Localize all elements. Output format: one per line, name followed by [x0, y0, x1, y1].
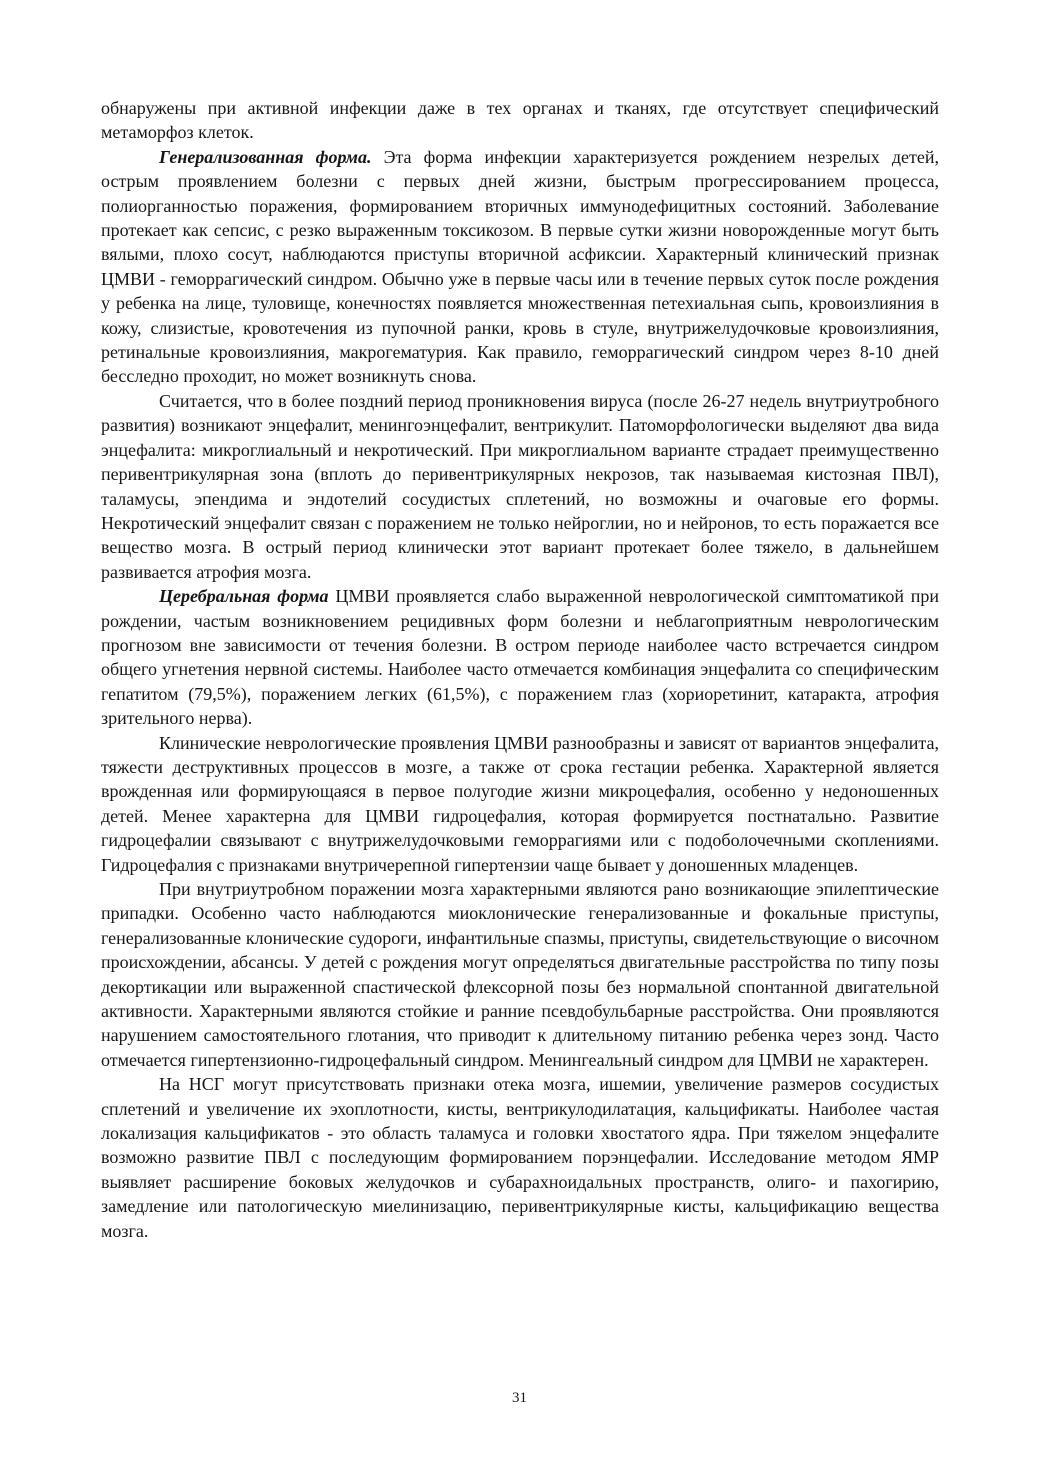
- paragraph-text: ЦМВИ проявляется слабо выраженной неврологической симптоматикой при рождении, частым возникновением рецидивных форм болезни и неблагоприятным неврологическим прогнозом вне зависимости от течения болезни. В остром периоде наиболее часто встречается синдром общего угнетения нервной системы. Наиболее часто отмечается комбинация энцефалита со специфическим гепатитом (79,5%), поражением легких (61,5%), с поражением глаз (хориоретинит, катаракта, атрофия зрительного нерва).: [101, 586, 939, 729]
- paragraph-text: При внутриутробном поражении мозга характерными являются рано возникающие эпилептические припадки. Особенно часто наблюдаются миоклонические генерализованные и фокальные приступы, генерализованные клонические судороги, инфантильные спазмы, приступы, свидетельствующие о височном происхождении, абсансы. У детей с рождения могут определяться двигательные расстройства по типу позы декортикации или выраженной спастической флексорной позы без нормальной спонтанной двигательной активности. Характерными являются стойкие и ранние псевдобульбарные расстройства. Они проявляются нарушением самостоятельного глотания, что приводит к длительному питанию ребенка через зонд. Часто отмечается гипертензионно-гидроцефальный синдром. Менингеальный синдром для ЦМВИ не характерен.: [101, 879, 939, 1070]
- paragraph-cerebral-form: [101, 584, 939, 730]
- document-body: [101, 96, 939, 1243]
- paragraph-continuation: [101, 96, 939, 145]
- paragraph-text: обнаружены при активной инфекции даже в тех органах и тканях, где отсутствует специфический метаморфоз клеток.: [101, 98, 939, 143]
- paragraph-clinical-manifestations: [101, 731, 939, 877]
- paragraph-text: На НСГ могут присутствовать признаки отека мозга, ишемии, увеличение размеров сосудистых сплетений и увеличение их эхоплотности, кисты, вентрикулодилатация, кальцификаты. Наиболее частая локализация кальцификатов - это область таламуса и головки хвостатого ядра. При тяжелом энцефалите возможно развитие ПВЛ с последующим формированием порэнцефалии. Исследование методом ЯМР выявляет расширение боковых желудочков и субарахноидальных пространств, олиго- и пахогирию, замедление или патологическую миелинизацию, перивентрикулярные кисты, кальцификацию вещества мозга.: [101, 1074, 939, 1241]
- paragraph-text: Считается, что в более поздний период проникновения вируса (после 26-27 недель внутриутробного развития) возникают энцефалит, менингоэнцефалит, вентрикулит. Патоморфологически выделяют два вида энцефалита: микроглиальный и некротический. При микроглиальном варианте страдает преимущественно перивентрикулярная зона (вплоть до перивентрикулярных некрозов, так называемая кистозная ПВЛ), таламусы, эпендима и эндотелий сосудистых сплетений, но возможны и очаговые его формы. Некротический энцефалит связан с поражением не только нейроглии, но и нейронов, то есть поражается все вещество мозга. В острый период клинически этот вариант протекает более тяжело, в дальнейшем развивается атрофия мозга.: [101, 390, 939, 582]
- term-heading: Генерализованная форма.: [159, 146, 372, 167]
- paragraph-generalized-form: [101, 145, 939, 389]
- paragraph-late-infection: [101, 389, 939, 584]
- paragraph-seizures: [101, 877, 939, 1072]
- page-number: 31: [512, 1390, 527, 1406]
- paragraph-text: Эта форма инфекции характеризуется рождением незрелых детей, острым проявлением болезни с первых дней жизни, быстрым прогрессированием процесса, полиорганностью поражения, формированием вторичных иммунодефицитных состояний. Заболевание протекает как сепсис, с резко выраженным токсикозом. В первые сутки жизни новорожденные могут быть вялыми, плохо сосут, наблюдаются приступы вторичной асфиксии. Характерный клинический признак ЦМВИ - геморрагический синдром. Обычно уже в первые часы или в течение первых суток после рождения у ребенка на лице, туловище, конечностях появляется множественная петехиальная сыпь, кровоизлияния в кожу, слизистые, кровотечения из пупочной ранки, кровь в стуле, внутрижелудочковые кровоизлияния, ретинальные кровоизлияния, макрогематурия. Как правило, геморрагический синдром через 8-10 дней бесследно проходит, но может возникнуть снова.: [101, 146, 939, 387]
- term-heading: Церебральная форма: [159, 586, 329, 607]
- paragraph-text: Клинические неврологические проявления ЦМВИ разнообразны и зависят от вариантов энцефалита, тяжести деструктивных процессов в мозге, а также от срока гестации ребенка. Характерной является врожденная или формирующаяся в первое полугодие жизни микроцефалия, особенно у недоношенных детей. Менее характерна для ЦМВИ гидроцефалия, которая формируется постнатально. Развитие гидроцефалии связывают с внутрижелудочковыми геморрагиями или с подоболочечными скоплениями. Гидроцефалия с признаками внутричерепной гипертензии чаще бывает у доношенных младенцев.: [101, 732, 939, 875]
- paragraph-imaging: [101, 1072, 939, 1243]
